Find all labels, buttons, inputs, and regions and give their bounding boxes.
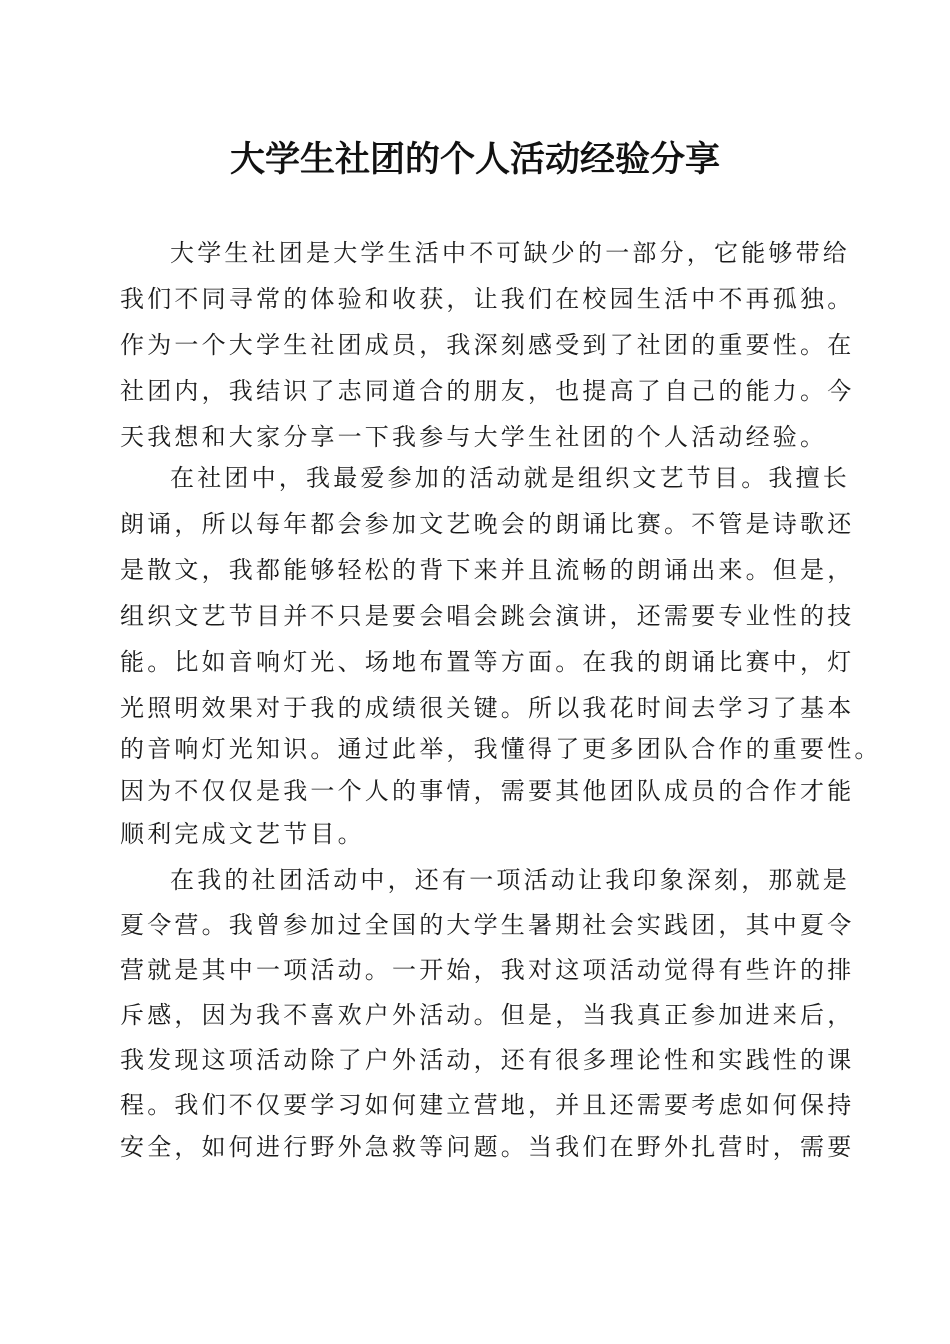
text-line: 在社团中，我最爱参加的活动就是组织文艺节目。我擅长 — [170, 464, 850, 492]
text-line: 安全，如何进行野外急救等问题。当我们在野外扎营时，需要 — [120, 1133, 855, 1161]
text-line: 朗诵，所以每年都会参加文艺晚会的朗诵比赛。不管是诗歌还 — [120, 510, 855, 538]
text-line: 光照明效果对于我的成绩很关键。所以我花时间去学习了基本 — [120, 694, 855, 722]
text-line: 我发现这项活动除了户外活动，还有很多理论性和实践性的课 — [120, 1046, 855, 1074]
text-line: 因为不仅仅是我一个人的事情，需要其他团队成员的合作才能 — [120, 777, 855, 805]
text-line: 能。比如音响灯光、场地布置等方面。在我的朗诵比赛中，灯 — [120, 648, 855, 676]
text-line: 的音响灯光知识。通过此举，我懂得了更多团队合作的重要性。 — [120, 735, 882, 763]
text-line: 斥感，因为我不喜欢户外活动。但是，当我真正参加进来后， — [120, 1001, 855, 1029]
text-line: 夏令营。我曾参加过全国的大学生暑期社会实践团，其中夏令 — [120, 911, 855, 939]
text-line: 组织文艺节目并不只是要会唱会跳会演讲，还需要专业性的技 — [120, 602, 855, 630]
text-line: 大学生社团是大学生活中不可缺少的一部分，它能够带给 — [170, 239, 850, 267]
text-line: 程。我们不仅要学习如何建立营地，并且还需要考虑如何保持 — [120, 1091, 855, 1119]
text-line: 在我的社团活动中，还有一项活动让我印象深刻，那就是 — [170, 866, 850, 894]
text-line: 作为一个大学生社团成员，我深刻感受到了社团的重要性。在 — [120, 331, 855, 359]
text-line: 营就是其中一项活动。一开始，我对这项活动觉得有些许的排 — [120, 956, 855, 984]
text-line: 社团内，我结识了志同道合的朋友，也提高了自己的能力。今 — [120, 377, 855, 405]
text-line: 顺利完成文艺节目。 — [120, 820, 365, 848]
text-line: 天我想和大家分享一下我参与大学生社团的个人活动经验。 — [120, 423, 828, 451]
text-line: 我们不同寻常的体验和收获，让我们在校园生活中不再孤独。 — [120, 285, 855, 313]
document-title: 大学生社团的个人活动经验分享 — [229, 139, 720, 180]
text-line: 是散文，我都能够轻松的背下来并且流畅的朗诵出来。但是， — [120, 556, 855, 584]
